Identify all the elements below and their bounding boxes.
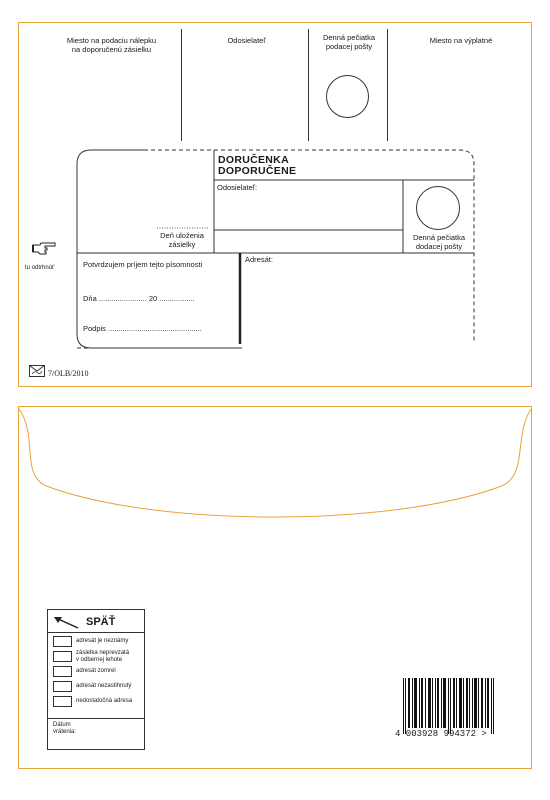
envelope-logo-icon (29, 365, 45, 377)
column-label-sticker: Miesto na podaciu nálepku na doporučenú zásielku (66, 36, 157, 54)
card-sender-label: Odosielateľ: (217, 183, 258, 192)
addressee-label: Adresát: (245, 255, 273, 264)
arrow-back-icon (52, 616, 80, 630)
barcode-number: 4 003928 994372 > (395, 729, 487, 739)
card-title-line1: DORUČENKA (218, 154, 289, 166)
option-unknown-addressee: adresát je neznámy (76, 638, 129, 644)
option-addressee-died: adresát zomrel (76, 668, 116, 674)
card-title-line2: DOPORUČENE (218, 165, 297, 177)
deposit-day-label: Deň uloženia zásielky (160, 231, 204, 249)
return-box-divider (48, 718, 144, 719)
return-date-label: Dátum vrátenia: (53, 722, 77, 735)
column-label-sender: Odosielateľ (227, 36, 266, 45)
return-box-title: SPÄŤ (86, 616, 116, 628)
column-label-posting-stamp: Denná pečiatka podacej pošty (322, 33, 376, 51)
barcode (401, 678, 499, 736)
column-label-postage: Miesto na výplatné (429, 36, 493, 45)
back-panel (18, 406, 532, 769)
delivery-stamp-circle (416, 186, 460, 230)
checkbox-insufficient-address[interactable] (53, 696, 72, 707)
signature-line: Podpis ............................................. (83, 324, 202, 333)
checkbox-not-collected[interactable] (53, 651, 72, 662)
return-box-divider (48, 632, 144, 633)
checkbox-addressee-died[interactable] (53, 666, 72, 677)
card-title (218, 155, 296, 177)
front-panel (18, 22, 532, 387)
date-line: Dňa ....................... 20 ................. (83, 294, 195, 303)
checkbox-not-found[interactable] (53, 681, 72, 692)
option-not-collected: zásielka neprevzatá v odbernej lehote (76, 650, 130, 663)
return-box (47, 609, 145, 750)
pointing-hand-icon (31, 241, 57, 257)
form-code: 7/OLB/2010 (48, 369, 89, 378)
confirm-text: Potvrdzujem príjem tejto písomnosti (83, 260, 203, 269)
option-not-found: adresát nezastihnutý (76, 683, 132, 689)
tear-off-label: tu odtrhnúť (25, 265, 55, 271)
delivery-stamp-label: Denná pečiatka dodacej pošty (412, 233, 466, 251)
checkbox-unknown-addressee[interactable] (53, 636, 72, 647)
option-insufficient-address: nedostatočná adresa (76, 698, 133, 704)
